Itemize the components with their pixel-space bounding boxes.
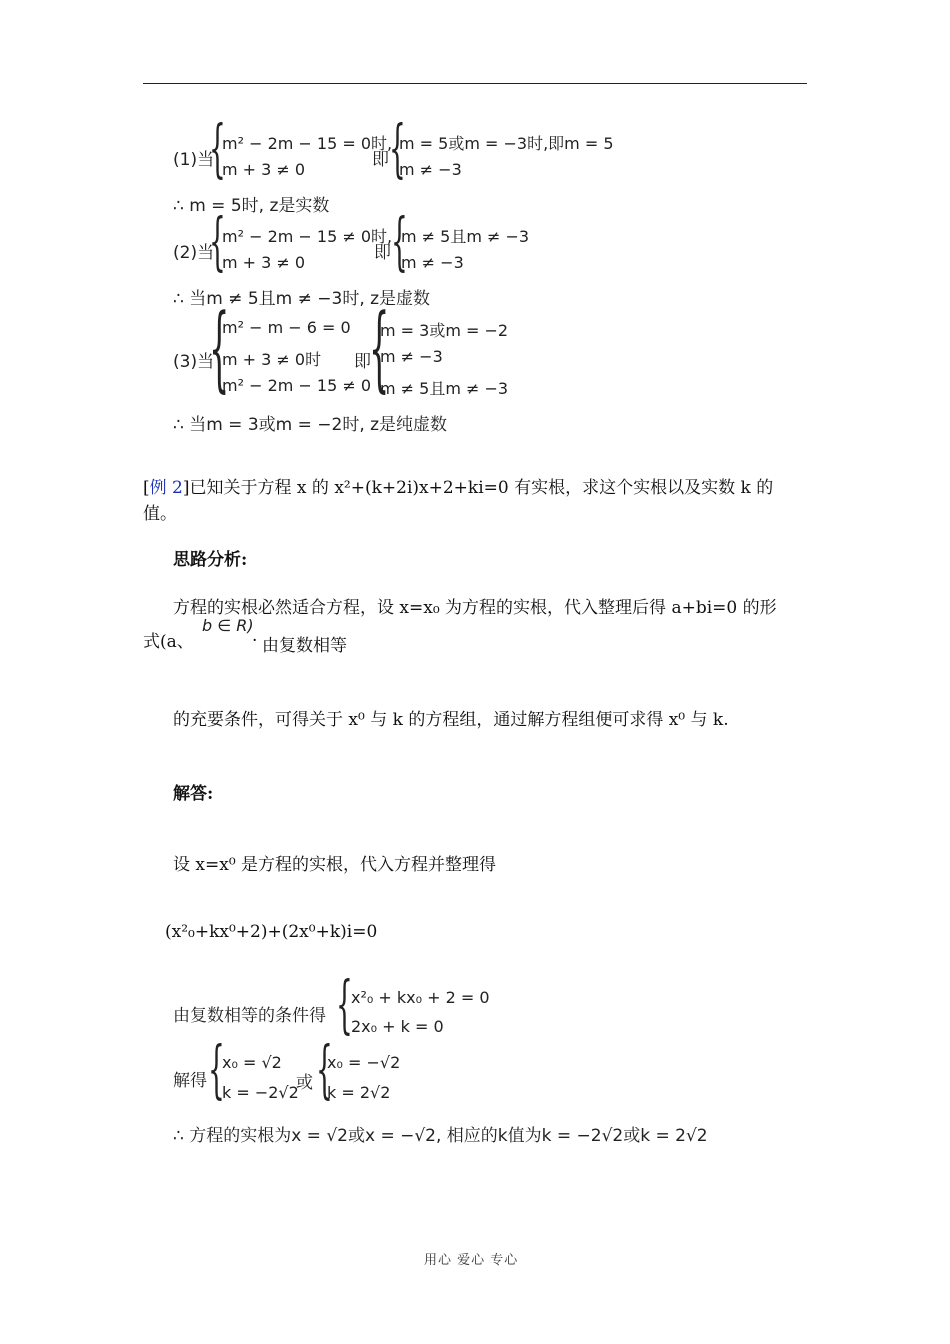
- case-2-mid: 即: [374, 243, 391, 263]
- case-1-result-2: m ≠ −3: [399, 160, 462, 179]
- solution-1-k: k = −2√2: [222, 1083, 299, 1102]
- example-2-question: 已知关于方程 x 的 x²+(k+2i)x+2+ki=0 有实根，求这个实根以及实数 k 的: [189, 478, 774, 498]
- case-2-result-2: m ≠ −3: [401, 253, 464, 272]
- answer-heading: 解答:: [173, 784, 214, 804]
- analysis-heading: 思路分析:: [173, 550, 248, 570]
- left-brace: {: [209, 112, 226, 186]
- case-1-condition-1: m² − 2m − 15 = 0时,: [222, 134, 393, 153]
- example-2-line-2: 值。: [143, 504, 177, 524]
- case-2-result-1: m ≠ 5且m ≠ −3: [401, 227, 530, 246]
- case-2-condition-2: m + 3 ≠ 0: [222, 253, 306, 272]
- left-brace: {: [336, 968, 353, 1042]
- case-1-mid: 即: [372, 150, 389, 170]
- example-bracket-open: [: [143, 478, 150, 498]
- left-brace: {: [389, 112, 406, 186]
- analysis-paragraph-line-2b-dot: ·: [252, 631, 258, 651]
- example-2-line-1: [143, 473, 773, 498]
- left-brace: {: [369, 295, 390, 404]
- solution-2-x: x₀ = −√2: [327, 1053, 401, 1072]
- page-footer: 用心 爱心 专心: [424, 1253, 519, 1268]
- left-brace: {: [208, 1033, 225, 1107]
- final-conclusion: ∴ 方程的实根为x = √2或x = −√2, 相应的k值为k = −2√2或k = 2√2: [173, 1126, 708, 1146]
- case-1-conclusion: ∴ m = 5时, z是实数: [173, 196, 330, 216]
- case-3-result-2: m ≠ −3: [380, 347, 443, 366]
- case-3-condition-2: m + 3 ≠ 0时: [222, 350, 322, 369]
- solution-2-k: k = 2√2: [327, 1083, 391, 1102]
- or-label: 或: [296, 1073, 313, 1093]
- example-2-tag[interactable]: 例 2: [149, 478, 183, 498]
- case-3-conclusion: ∴ 当m = 3或m = −2时, z是纯虚数: [173, 415, 448, 435]
- answer-line-2: (x²₀+kx⁰+2)+(2x⁰+k)i=0: [165, 922, 378, 942]
- case-1-condition-2: m + 3 ≠ 0: [222, 160, 306, 179]
- case-2-conclusion: ∴ 当m ≠ 5且m ≠ −3时, z是虚数: [173, 289, 431, 309]
- analysis-paragraph-line-2b: 由复数相等: [262, 636, 347, 656]
- header-rule: [143, 83, 807, 84]
- analysis-paragraph-line-3: 的充要条件，可得关于 x⁰ 与 k 的方程组，通过解方程组便可求得 x⁰ 与 k.: [173, 710, 729, 730]
- answer-line-1: 设 x=x⁰ 是方程的实根，代入方程并整理得: [173, 855, 497, 875]
- analysis-paragraph-line-2a: 式(a、: [143, 632, 194, 652]
- left-brace: {: [391, 205, 408, 279]
- case-3-result-3: m ≠ 5且m ≠ −3: [380, 379, 509, 398]
- condition-label: 由复数相等的条件得: [173, 1006, 326, 1026]
- case-3-mid: 即: [354, 352, 371, 372]
- solution-1-x: x₀ = √2: [222, 1053, 282, 1072]
- case-2-label: (2)当: [173, 243, 215, 263]
- case-3-condition-3: m² − 2m − 15 ≠ 0: [222, 376, 372, 395]
- left-brace: {: [209, 295, 230, 404]
- left-brace: {: [209, 205, 226, 279]
- case-2-condition-1: m² − 2m − 15 ≠ 0时,: [222, 227, 393, 246]
- condition-equation-1: x²₀ + kx₀ + 2 = 0: [351, 988, 490, 1007]
- solve-label: 解得: [173, 1071, 207, 1091]
- case-3-label: (3)当: [173, 352, 215, 372]
- case-1-result-1: m = 5或m = −3时,即m = 5: [399, 134, 614, 153]
- condition-equation-2: 2x₀ + k = 0: [351, 1017, 444, 1036]
- case-3-result-1: m = 3或m = −2: [380, 321, 509, 340]
- case-1-label: (1)当: [173, 150, 215, 170]
- left-brace: {: [316, 1033, 333, 1107]
- example-bracket-close: ]: [182, 478, 190, 498]
- case-3-condition-1: m² − m − 6 = 0: [222, 318, 351, 337]
- analysis-paragraph-line-1: 方程的实根必然适合方程，设 x=x₀ 为方程的实根，代入整理后得 a+bi=0 的形: [173, 598, 777, 618]
- analysis-inline-formula: b ∈ R): [202, 616, 254, 635]
